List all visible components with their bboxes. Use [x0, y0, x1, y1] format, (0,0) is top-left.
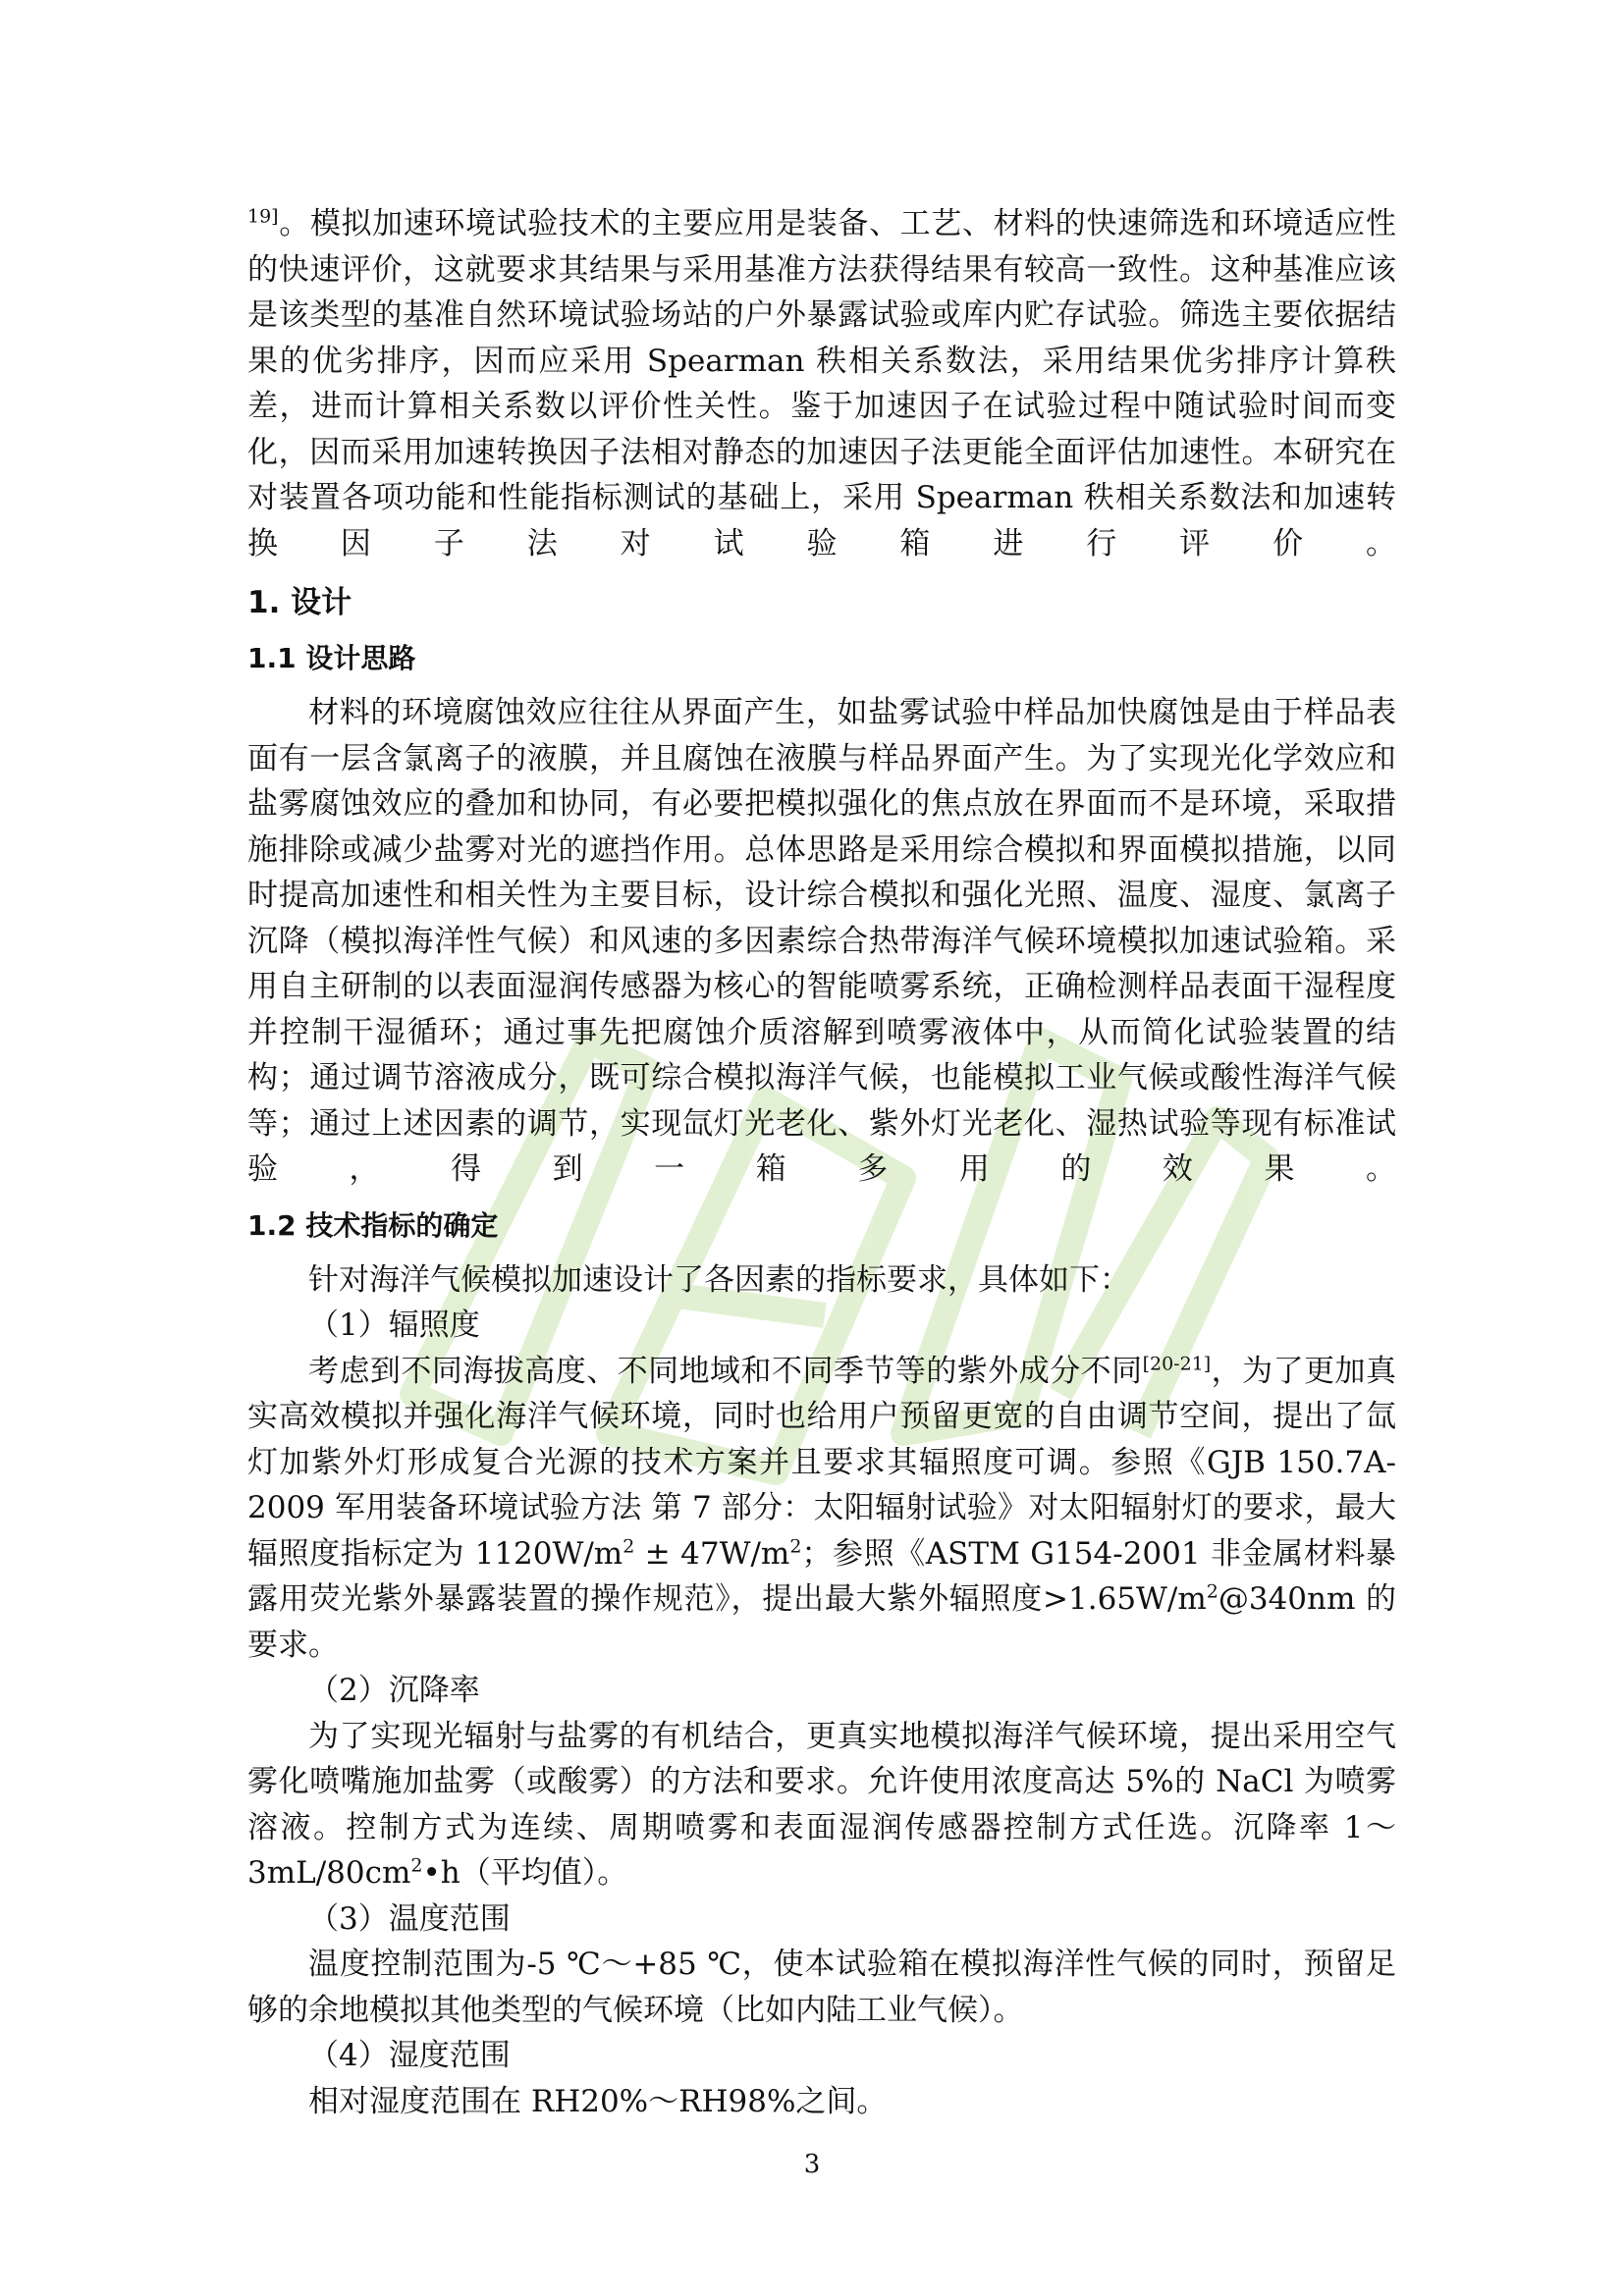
section-heading-design: 1. 设计	[247, 585, 352, 620]
item-temperature-range: （3）温度范围	[308, 1900, 511, 1937]
paragraph-irradiance: 考虑到不同海拔高度、不同地域和不同季节等的紫外成分不同[20-21]，为了更加真实高效模拟并强化海洋气候环境，同时也给用户预留更宽的自由调节空间，提出了氙灯加紫外灯形成复合光源的技术方案并且要求其辐照度可调。参照《GJB 150.7A-2009 军用装备环境试验方法 第 7 部分：太阳辐射试验》对太阳辐射灯的要求，最大辐照度指标定为 $1120W/m^2 \pm 47W/m^2$；参照《ASTM G154-2001 非金属材料暴露用荧光紫外暴露装置的操作规范》，提出最大紫外辐照度$>1.65W/m^2@340nm$ 的要求。	[247, 1353, 1397, 1663]
page-number: 3	[803, 2150, 821, 2179]
paragraph-design-idea: 材料的环境腐蚀效应往往从界面产生，如盐雾试验中样品加快腐蚀是由于样品表面有一层含氯离子的液膜，并且腐蚀在液膜与样品界面产生。为了实现光化学效应和盐雾腐蚀效应的叠加和协同，有必要把模拟强化的焦点放在界面而不是环境，采取措施排除或减少盐雾对光的遮挡作用。总体思路是采用综合模拟和界面模拟措施，以同时提高加速性和相关性为主要目标，设计综合模拟和强化光照、温度、湿度、氯离子沉降（模拟海洋性气候）和风速的多因素综合热带海洋气候环境模拟加速试验箱。采用自主研制的以表面湿润传感器为核心的智能喷雾系统，正确检测样品表面干湿程度并控制干湿循环；通过事先把腐蚀介质溶解到喷雾液体中，从而简化试验装置的结构；通过调节溶液成分，既可综合模拟海洋气候，也能模拟工业气候或酸性海洋气候等；通过上述因素的调节，实现氙灯光老化、紫外灯光老化、湿热试验等现有标准试验，得到一箱多用的效果。	[247, 695, 1396, 1187]
item-humidity-range: （4）湿度范围	[308, 2038, 511, 2073]
paragraph-indicators-intro: 针对海洋气候模拟加速设计了各因素的指标要求，具体如下：	[308, 1261, 1130, 1298]
subsection-heading-technical-indicators: 1.2 技术指标的确定	[247, 1208, 499, 1242]
citation: 19]	[247, 205, 279, 228]
paragraph-humidity-range: 相对湿度范围在 RH20%～RH98%之间。	[308, 2083, 888, 2119]
page-body	[247, 201, 1396, 2124]
paragraph-deposition-rate: 为了实现光辐射与盐雾的有机结合，更真实地模拟海洋气候环境，提出采用空气雾化喷嘴施加盐雾（或酸雾）的方法和要求。允许使用浓度高达 5%的 NaCl 为喷雾溶液。控制方式为连续、周期喷雾和表面湿润传感器控制方式任选。沉降率 $1\sim 3mL/80cm^2•h$（平均值）。	[247, 1718, 1396, 1891]
item-irradiance: （1）辐照度	[308, 1308, 480, 1343]
subsection-heading-design-idea: 1.1 设计思路	[247, 642, 416, 674]
citation: [20-21]	[1142, 1353, 1212, 1375]
paragraph-intro-continued: $^{19]}$。模拟加速环境试验技术的主要应用是装备、工艺、材料的快速筛选和环境适应性的快速评价，这就要求其结果与采用基准方法获得结果有较高一致性。这种基准应该是该类型的基准自然环境试验场站的户外暴露试验或库内贮存试验。筛选主要依据结果的优劣排序，因而应采用 Spearman 秩相关系数法，采用结果优劣排序计算秩差，进而计算相关系数以评价性关性。鉴于加速因子在试验过程中随试验时间而变化，因而采用加速转换因子法相对静态的加速因子法更能全面评估加速性。本研究在对装置各项功能和性能指标测试的基础上，采用 Spearman 秩相关系数法和加速转换因子法对试验箱进行评价。	[247, 205, 1396, 561]
item-deposition-rate: （2）沉降率	[308, 1673, 480, 1708]
paragraph-temperature-range: 温度控制范围为-5 ℃～+85 ℃，使本试验箱在模拟海洋性气候的同时，预留足够的余地模拟其他类型的气候环境（比如内陆工业气候）。	[247, 1947, 1396, 2028]
